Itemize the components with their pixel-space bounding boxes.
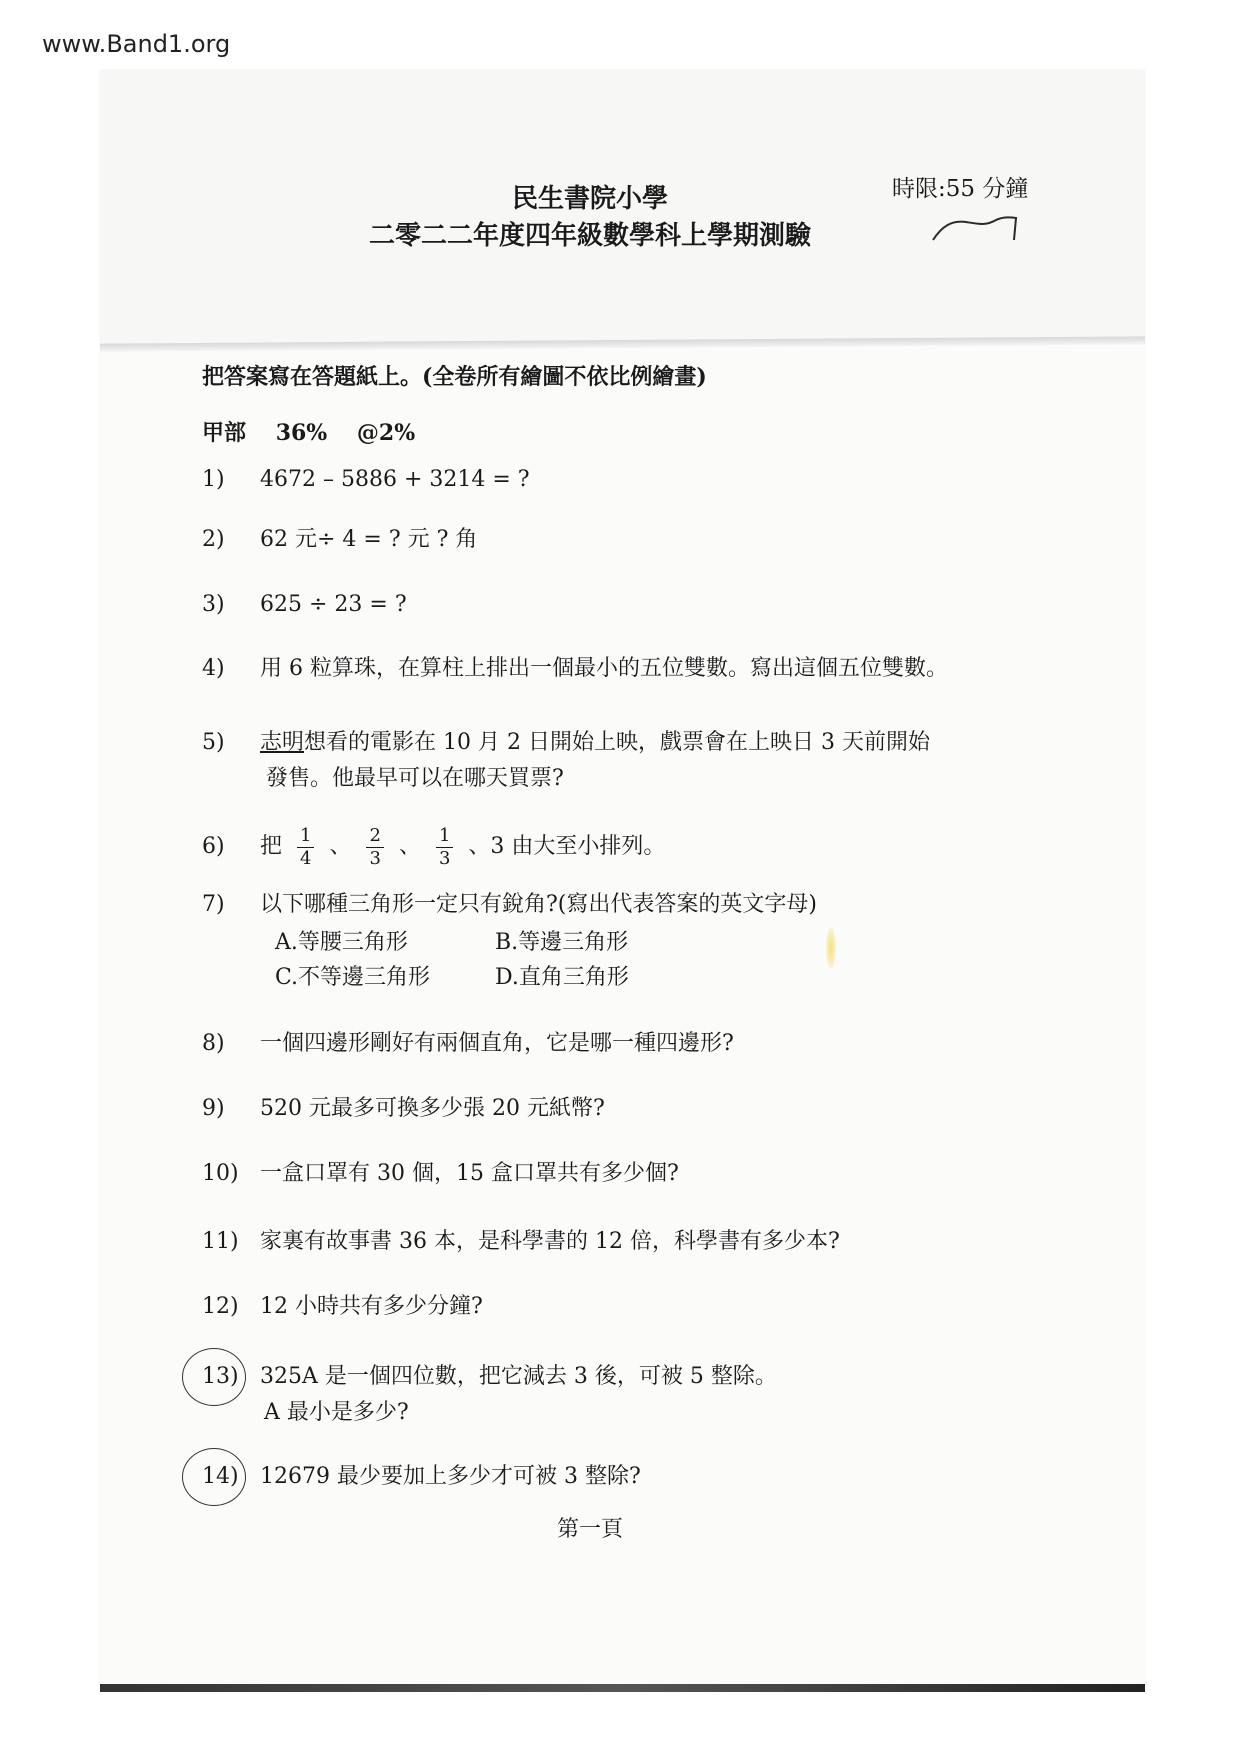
signature-mark [930,212,1020,246]
section-per-question: @2% [356,420,416,446]
option-c: C.不等邊三角形 [275,965,431,990]
question-prefix: 把 [260,834,283,859]
exam-title: 二零二二年度四年級數學科上學期測驗 [368,221,811,251]
question-text: 一盒口罩有 30 個，15 盒口罩共有多少個? [260,1161,679,1186]
question-text: 4672 – 5886 + 3214 = ? [260,467,530,492]
question-suffix: 、3 由大至小排列。 [468,834,666,859]
question-text-line2: A 最小是多少? [264,1400,409,1425]
question-number: 8) [202,1031,225,1056]
question-number: 1) [202,467,225,492]
option-b: B.等邊三角形 [495,930,629,955]
question-number: 12) [202,1294,239,1319]
question-number: 9) [202,1096,225,1121]
question-number: 13) [202,1364,239,1389]
question-number: 2) [202,527,225,552]
fraction-2: $\frac{2}{3}$ [366,825,383,870]
option-a: A.等腰三角形 [275,930,408,955]
question-number: 11) [202,1229,239,1254]
question-text: 用 6 粒算珠，在算柱上排出一個最小的五位雙數。寫出這個五位雙數。 [260,656,948,681]
question-text: 12679 最少要加上多少才可被 3 整除? [260,1464,641,1489]
question-text: 以下哪種三角形一定只有銳角?(寫出代表答案的英文字母) [260,892,817,917]
separator: 、 [398,834,421,859]
fraction-1: $\frac{1}{4}$ [297,825,314,870]
question-text: 家裏有故事書 36 本，是科學書的 12 倍，科學書有多少本? [260,1229,840,1254]
question-text: 325A 是一個四位數，把它減去 3 後，可被 5 整除。 [260,1364,777,1389]
section-name: 甲部 [202,420,247,446]
question-text-line1: 想看的電影在 10 月 2 日開始上映，戲票會在上映日 3 天前開始 [304,730,930,755]
instruction: 把答案寫在答題紙上。(全卷所有繪圖不依比例繪畫) [202,364,707,390]
question-text: 62 元÷ 4 = ? 元 ? 角 [260,527,478,552]
stain-mark [826,928,836,968]
fraction-3: $\frac{1}{3}$ [436,825,453,870]
option-d: D.直角三角形 [495,965,629,990]
question-text: 625 ÷ 23 = ? [260,592,407,617]
question-number: 6) [202,834,225,859]
question-text [260,726,930,760]
time-limit: 時限:55 分鐘 [892,176,1029,202]
question-number: 7) [202,892,225,917]
separator: 、 [329,834,352,859]
question-number: 4) [202,656,225,681]
section-weight: 36% [275,420,328,446]
paper-bottom-edge [100,1684,1145,1692]
question-number: 3) [202,592,225,617]
question-text: 12 小時共有多少分鐘? [260,1294,483,1319]
question-text: 一個四邊形剛好有兩個直角，它是哪一種四邊形? [260,1031,734,1056]
question-text-line2: 發售。他最早可以在哪天買票? [266,766,564,791]
person-name: 志明 [260,730,305,755]
page-number: 第一頁 [556,1517,623,1542]
section-heading [202,416,437,447]
school-name: 民生書院小學 [511,184,668,214]
question-number: 5) [202,730,225,755]
question-text: 520 元最多可換多少張 20 元紙幣? [260,1096,605,1121]
question-number: 10) [202,1161,239,1186]
question-text [260,820,665,874]
question-number: 14) [202,1464,239,1489]
watermark-url: www.Band1.org [42,30,231,58]
